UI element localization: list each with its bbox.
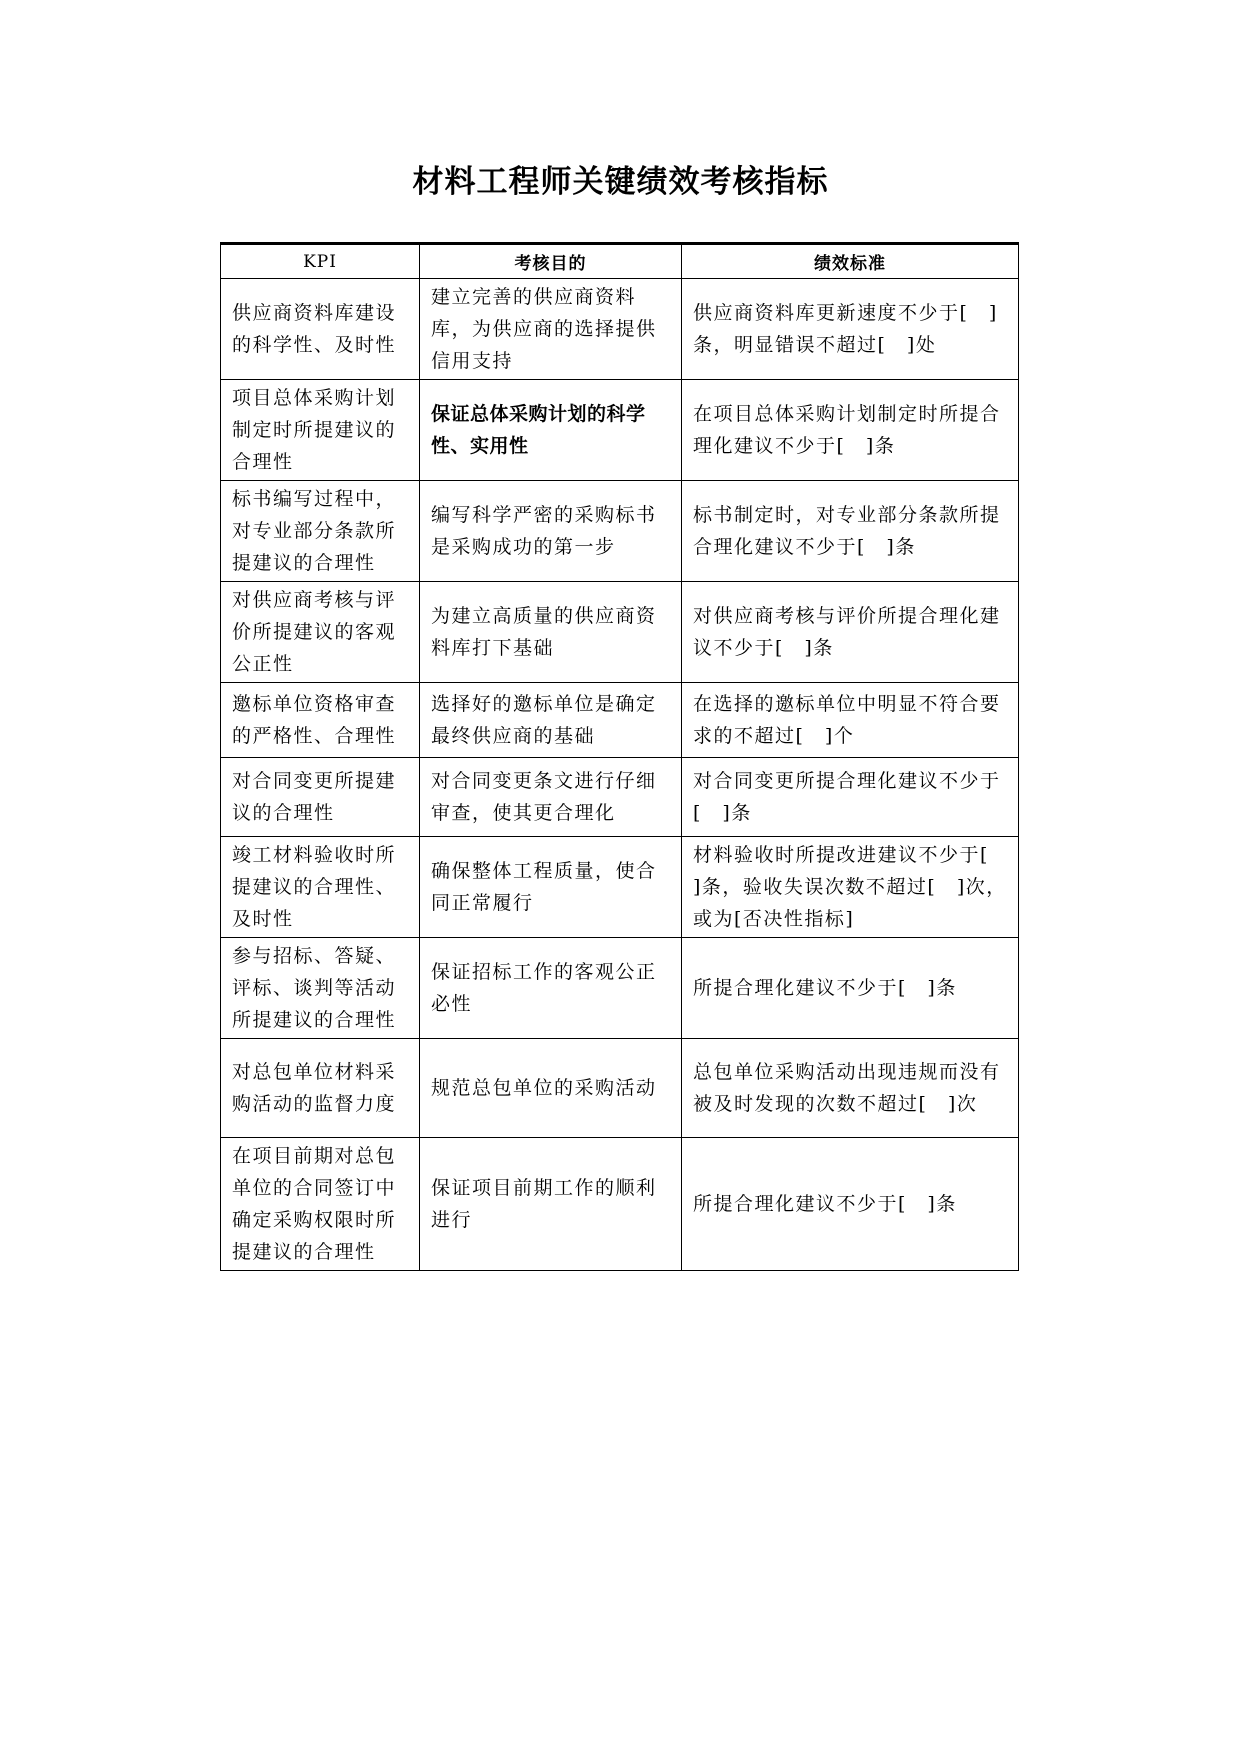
kpi-cell: 在项目前期对总包单位的合同签订中确定采购权限时所提建议的合理性 bbox=[221, 1138, 420, 1271]
purpose-cell: 确保整体工程质量，使合同正常履行 bbox=[420, 837, 682, 938]
purpose-cell: 保证总体采购计划的科学性、实用性 bbox=[420, 380, 682, 481]
standard-cell: 标书制定时，对专业部分条款所提合理化建议不少于[ ]条 bbox=[682, 481, 1019, 582]
table-row bbox=[221, 1138, 1019, 1271]
table-row bbox=[221, 279, 1019, 380]
kpi-cell: 供应商资料库建设的科学性、及时性 bbox=[221, 279, 420, 380]
page-title: 材料工程师关键绩效考核指标 bbox=[412, 164, 829, 200]
header-kpi: KPI bbox=[221, 244, 420, 279]
header-purpose: 考核目的 bbox=[420, 244, 682, 279]
purpose-cell: 保证招标工作的客观公正必性 bbox=[420, 938, 682, 1039]
kpi-cell: 参与招标、答疑、评标、谈判等活动所提建议的合理性 bbox=[221, 938, 420, 1039]
standard-cell: 所提合理化建议不少于[ ]条 bbox=[682, 938, 1019, 1039]
table-row bbox=[221, 380, 1019, 481]
standard-cell: 所提合理化建议不少于[ ]条 bbox=[682, 1138, 1019, 1271]
standard-cell: 在项目总体采购计划制定时所提合理化建议不少于[ ]条 bbox=[682, 380, 1019, 481]
header-standard: 绩效标准 bbox=[682, 244, 1019, 279]
purpose-cell: 建立完善的供应商资料库，为供应商的选择提供信用支持 bbox=[420, 279, 682, 380]
standard-cell: 供应商资料库更新速度不少于[ ]条，明显错误不超过[ ]处 bbox=[682, 279, 1019, 380]
standard-cell: 材料验收时所提改进建议不少于[ ]条，验收失误次数不超过[ ]次，或为[否决性指标] bbox=[682, 837, 1019, 938]
table-row bbox=[221, 837, 1019, 938]
purpose-cell: 为建立高质量的供应商资料库打下基础 bbox=[420, 582, 682, 683]
table-row bbox=[221, 758, 1019, 837]
purpose-cell: 对合同变更条文进行仔细审查，使其更合理化 bbox=[420, 758, 682, 837]
purpose-cell: 选择好的邀标单位是确定最终供应商的基础 bbox=[420, 683, 682, 758]
kpi-cell: 邀标单位资格审查的严格性、合理性 bbox=[221, 683, 420, 758]
table-row bbox=[221, 1039, 1019, 1138]
kpi-cell: 项目总体采购计划制定时所提建议的合理性 bbox=[221, 380, 420, 481]
kpi-cell: 对合同变更所提建议的合理性 bbox=[221, 758, 420, 837]
table-row bbox=[221, 938, 1019, 1039]
purpose-cell: 编写科学严密的采购标书是采购成功的第一步 bbox=[420, 481, 682, 582]
kpi-cell: 竣工材料验收时所提建议的合理性、及时性 bbox=[221, 837, 420, 938]
table-row bbox=[221, 683, 1019, 758]
standard-cell: 对合同变更所提合理化建议不少于[ ]条 bbox=[682, 758, 1019, 837]
kpi-cell: 标书编写过程中，对专业部分条款所提建议的合理性 bbox=[221, 481, 420, 582]
kpi-table bbox=[220, 242, 1030, 1271]
table-row bbox=[221, 582, 1019, 683]
kpi-cell: 对供应商考核与评价所提建议的客观公正性 bbox=[221, 582, 420, 683]
purpose-cell: 规范总包单位的采购活动 bbox=[420, 1039, 682, 1138]
standard-cell: 总包单位采购活动出现违规而没有被及时发现的次数不超过[ ]次 bbox=[682, 1039, 1019, 1138]
standard-cell: 在选择的邀标单位中明显不符合要求的不超过[ ]个 bbox=[682, 683, 1019, 758]
purpose-cell: 保证项目前期工作的顺利进行 bbox=[420, 1138, 682, 1271]
standard-cell: 对供应商考核与评价所提合理化建议不少于[ ]条 bbox=[682, 582, 1019, 683]
kpi-cell: 对总包单位材料采购活动的监督力度 bbox=[221, 1039, 420, 1138]
table-header-row bbox=[221, 244, 1019, 279]
table-row bbox=[221, 481, 1019, 582]
